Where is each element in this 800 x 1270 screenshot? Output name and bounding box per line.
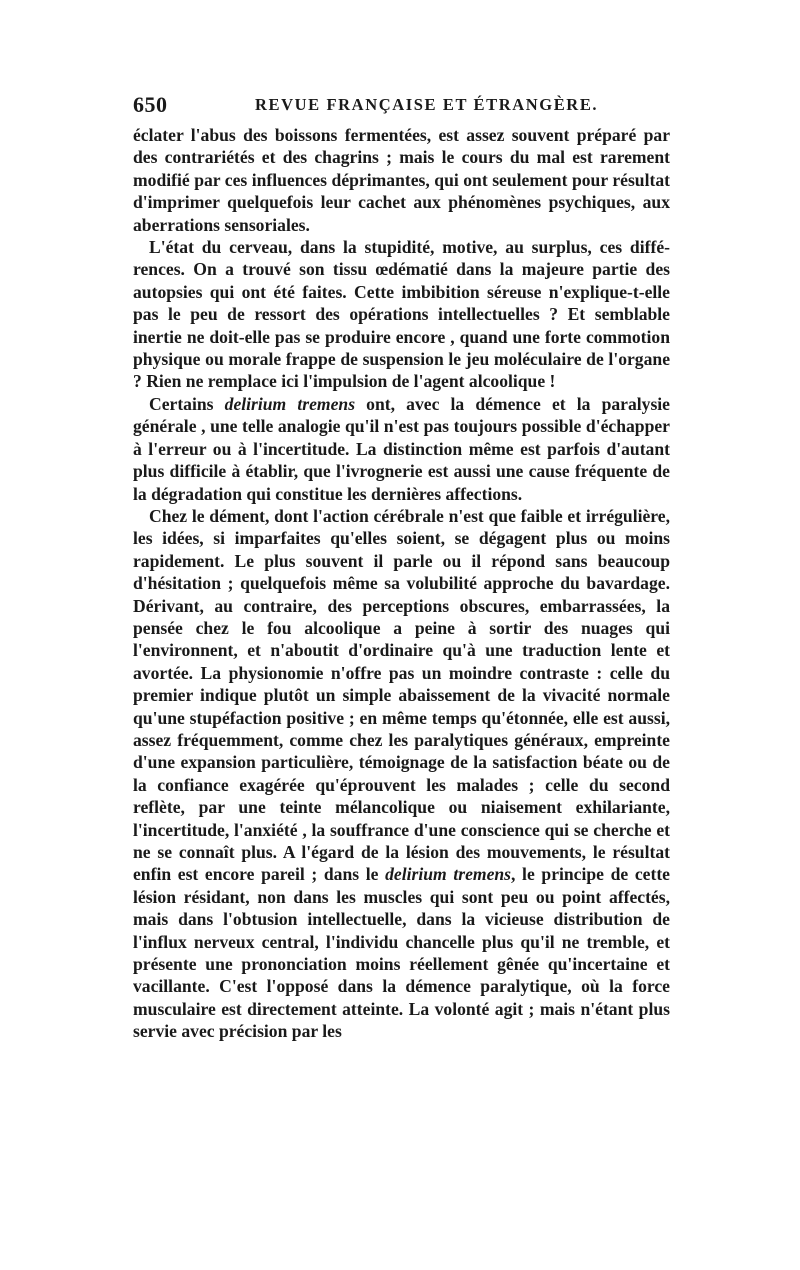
body-text (133, 124, 670, 1043)
paragraph-2: L'état du cerveau, dans la stupidité, motive, au surplus, ces différences. On a trouvé son tissu œdématié dans la majeure partie des autopsies qui ont été faites. Cette imbibition séreuse n'explique-t-elle pas le peu de ressort des opérations intellectuelles ? Et semblable inertie ne doit-elle pas se produire encore , quand une forte commotion physique ou morale frappe de suspension le jeu moléculaire de l'organe ? Rien ne remplace ici l'impulsion de l'agent alcoolique ! (133, 237, 670, 392)
italic-term: delirium tremens (224, 393, 356, 414)
paragraph-3-rest: ont, avec la démence et la paralysie générale , une telle analogie qu'il n'est pas toujours possible d'échapper à l'erreur ou à l'incertitude. La distinction même est parfois d'autant plus difficile à établir, que l'ivrognerie est aussi une cause fréquente de la dégradation qui constitue les dernières affections. (133, 393, 670, 504)
running-head: REVUE FRANÇAISE ET ÉTRANGÈRE. (255, 95, 599, 114)
page-header (133, 92, 670, 118)
paragraph-4 (133, 505, 670, 1043)
paragraph-1: éclater l'abus des boissons fermentées, est assez souvent préparé par des contrariétés et des chagrins ; mais le cours du mal est rarement modifié par ces influences déprimantes, qui ont seulement pour résultat d'imprimer quelquefois leur cachet aux phénomènes psychiques, aux aberrations sensoriales. (133, 125, 670, 235)
paragraph-4-start: Chez le dément, dont l'action cérébrale n'est que faible et irrégulière, les idées, si imparfaites qu'elles soient, se dégagent plus ou moins rapidement. Le plus souvent il parle ou il répond sans beaucoup d'hésitation ; quelquefois même sa volubilité approche du bavardage. Dérivant, au contraire, des perceptions obscures, embarrassées, la pensée chez le fou alcoolique a peine à sortir des nuages qui l'environnent, et n'aboutit d'ordinaire qu'à une traduction lente et avortée. La physionomie n'offre pas un moindre contraste : celle du premier indique plutôt un simple abaissement de la vivacité normale qu'une stupéfaction positive ; en même temps qu'étonnée, elle est aussi, assez fréquemment, comme chez les paralytiques généraux, empreinte d'une expansion particulière, témoignage de la satisfaction béate ou de la confiance exagérée qu'éprouvent les malades ; celle du second reflète, par une teinte mélancolique ou niaisement exhilariante, l'incertitude, l'anxiété , la souffrance d'une conscience qui se cherche et ne se connaît plus. A l'égard de la lésion des mouvements, le résultat enfin est encore pareil ; dans le (133, 505, 670, 885)
italic-term: delirium tremens (385, 864, 512, 885)
paragraph-3 (133, 393, 670, 505)
paragraph-4-rest: , le principe de cette lésion résidant, non dans les muscles qui sont peu ou point affectés, mais dans l'obtusion intellectuelle, dans la vicieuse distribution de l'influx nerveux central, l'individu chancelle plus qu'il ne tremble, et présente une prononciation moins réellement gênée qu'incertaine et vacillante. C'est l'opposé dans la démence paralytique, où la force musculaire est directement atteinte. La volonté agit ; mais n'étant plus servie avec précision par les (133, 864, 670, 1042)
paragraph-3-start: Certains (149, 393, 225, 414)
page-number: 650 (133, 92, 168, 117)
